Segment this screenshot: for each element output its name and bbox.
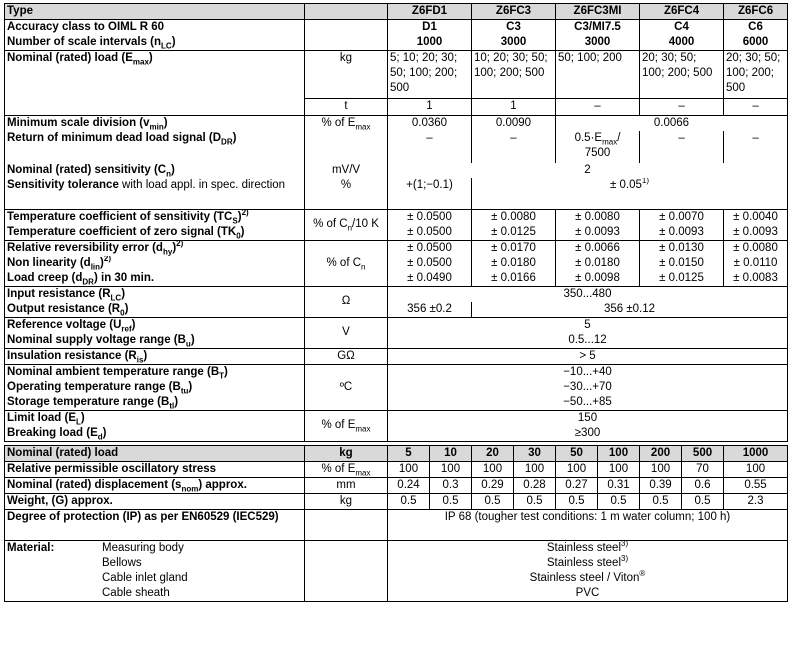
rev-error-row: Relative reversibility error $(d_{hy})^{2)}$ % of $C_n$ ± 0.0500 ± 0.0170 ± 0.0066 ± 0.0130 ± 0.0080 <box>5 240 788 256</box>
intervals-label: Number of scale intervals $(n_{LC})$ <box>5 35 305 51</box>
breaking-load-row: Breaking load $(E_d)$ ≥300 <box>5 426 788 442</box>
type-z6fc6: Z6FC6 <box>724 4 788 20</box>
nominal-load-t-row: t 1 1 – – – <box>5 99 788 116</box>
type-row <box>5 4 788 20</box>
spec-table <box>4 3 788 602</box>
insulation-row: Insulation resistance $(R_{is})$ GΩ > 5 <box>5 348 788 364</box>
intervals-row: Number of scale intervals $(n_{LC})$ 1000 3000 3000 4000 6000 <box>5 35 788 51</box>
type-z6fc3mi: Z6FC3MI <box>556 4 640 20</box>
accuracy-row: Accuracy class to OIML R 60 D1 C3 C3/MI7.5 C4 C6 <box>5 20 788 36</box>
nonlin-row: Non linearity $(d_{lin})^{2)}$ ± 0.0500 ± 0.0180 ± 0.0180 ± 0.0150 ± 0.0110 <box>5 256 788 271</box>
load-table-header: Nominal (rated) load kg 5 10 20 30 50 100 200 500 1000 <box>5 445 788 461</box>
limit-load-row: Limit load $(E_L)$ % of $E_{max}$ 150 <box>5 410 788 426</box>
type-z6fc4: Z6FC4 <box>640 4 724 20</box>
min-division-row: Minimum scale division $(v_{min})$ % of $E_{max}$ 0.0360 0.0090 0.0066 <box>5 116 788 132</box>
input-res-row: Input resistance $(R_{LC})$ Ω 350...480 <box>5 286 788 302</box>
storage-temp-row: Storage temperature range $(B_{tl})$ −50...+85 <box>5 395 788 411</box>
output-res-row: Output resistance $(R_0)$ 356 ±0.2 356 ±0.12 <box>5 302 788 318</box>
ambient-temp-row: Nominal ambient temperature range $(B_T)$ ºC −10...+40 <box>5 364 788 380</box>
operating-temp-row: Operating temperature range $(B_{tu})$ −30...+70 <box>5 380 788 395</box>
sens-tolerance-row: Sensitivity tolerance with load appl. in spec. direction % +(1;−0.1) ± $0.05^{1)}$ <box>5 178 788 209</box>
type-z6fc3: Z6FC3 <box>472 4 556 20</box>
oscillatory-row: Relative permissible oscillatory stress % of $E_{max}$ 100 100 100 100 100 100 100 70 100 <box>5 461 788 477</box>
sensitivity-row: Nominal (rated) sensitivity $(C_n)$ mV/V 2 <box>5 163 788 178</box>
dead-load-row: Return of minimum dead load signal $(D_{DR})$ – – $0.5\cdot E_{max}/$ 7500 – – <box>5 131 788 163</box>
ref-voltage-row: Reference voltage $(U_{ref})$ V 5 <box>5 317 788 333</box>
nominal-load-row: Nominal (rated) load $(E_{max})$ kg 5; 10; 20; 30; 50; 100; 200; 500 10; 20; 30; 50; 100; 200; 500 50; 100; 200 20; 30; 50; 100; 200; 500 20; 30; 50; 100; 200; 500 <box>5 51 788 99</box>
protection-row: Degree of protection (IP) as per EN60529 (IEC529) IP 68 (tougher test conditions: 1 m water column; 100 h) <box>5 509 788 540</box>
tcs-row: Temperature coefficient of sensitivity $(TC_S)^{2)}$ % of $C_n/10$ K ± 0.0500 ± 0.0080 ± 0.0080 ± 0.0070 ± 0.0040 <box>5 209 788 225</box>
supply-voltage-row: Nominal supply voltage range $(B_u)$ 0.5...12 <box>5 333 788 349</box>
displacement-row: Nominal (rated) displacement $(s_{nom})$ approx. mm 0.24 0.3 0.29 0.28 0.27 0.31 0.39 0.6 0.55 <box>5 477 788 493</box>
accuracy-label: Accuracy class to OIML R 60 <box>5 20 305 36</box>
type-z6fd1: Z6FD1 <box>388 4 472 20</box>
creep-row: Load creep $(d_{DR})$ in 30 min. ± 0.0490 ± 0.0166 ± 0.0098 ± 0.0125 ± 0.0083 <box>5 271 788 287</box>
material-row: Material: Measuring body Bellows Cable inlet gland Cable sheath Stainless steel$^{3)}$ Stainless steel$^{3)}$ Stainless steel / Viton® PVC <box>5 540 788 601</box>
tk0-row: Temperature coefficient of zero signal $(TK_0)$ ± 0.0500 ± 0.0125 ± 0.0093 ± 0.0093 ± 0.0093 <box>5 225 788 241</box>
weight-row: Weight, (G) approx. kg 0.5 0.5 0.5 0.5 0.5 0.5 0.5 0.5 2.3 <box>5 493 788 509</box>
type-label: Type <box>5 4 305 20</box>
